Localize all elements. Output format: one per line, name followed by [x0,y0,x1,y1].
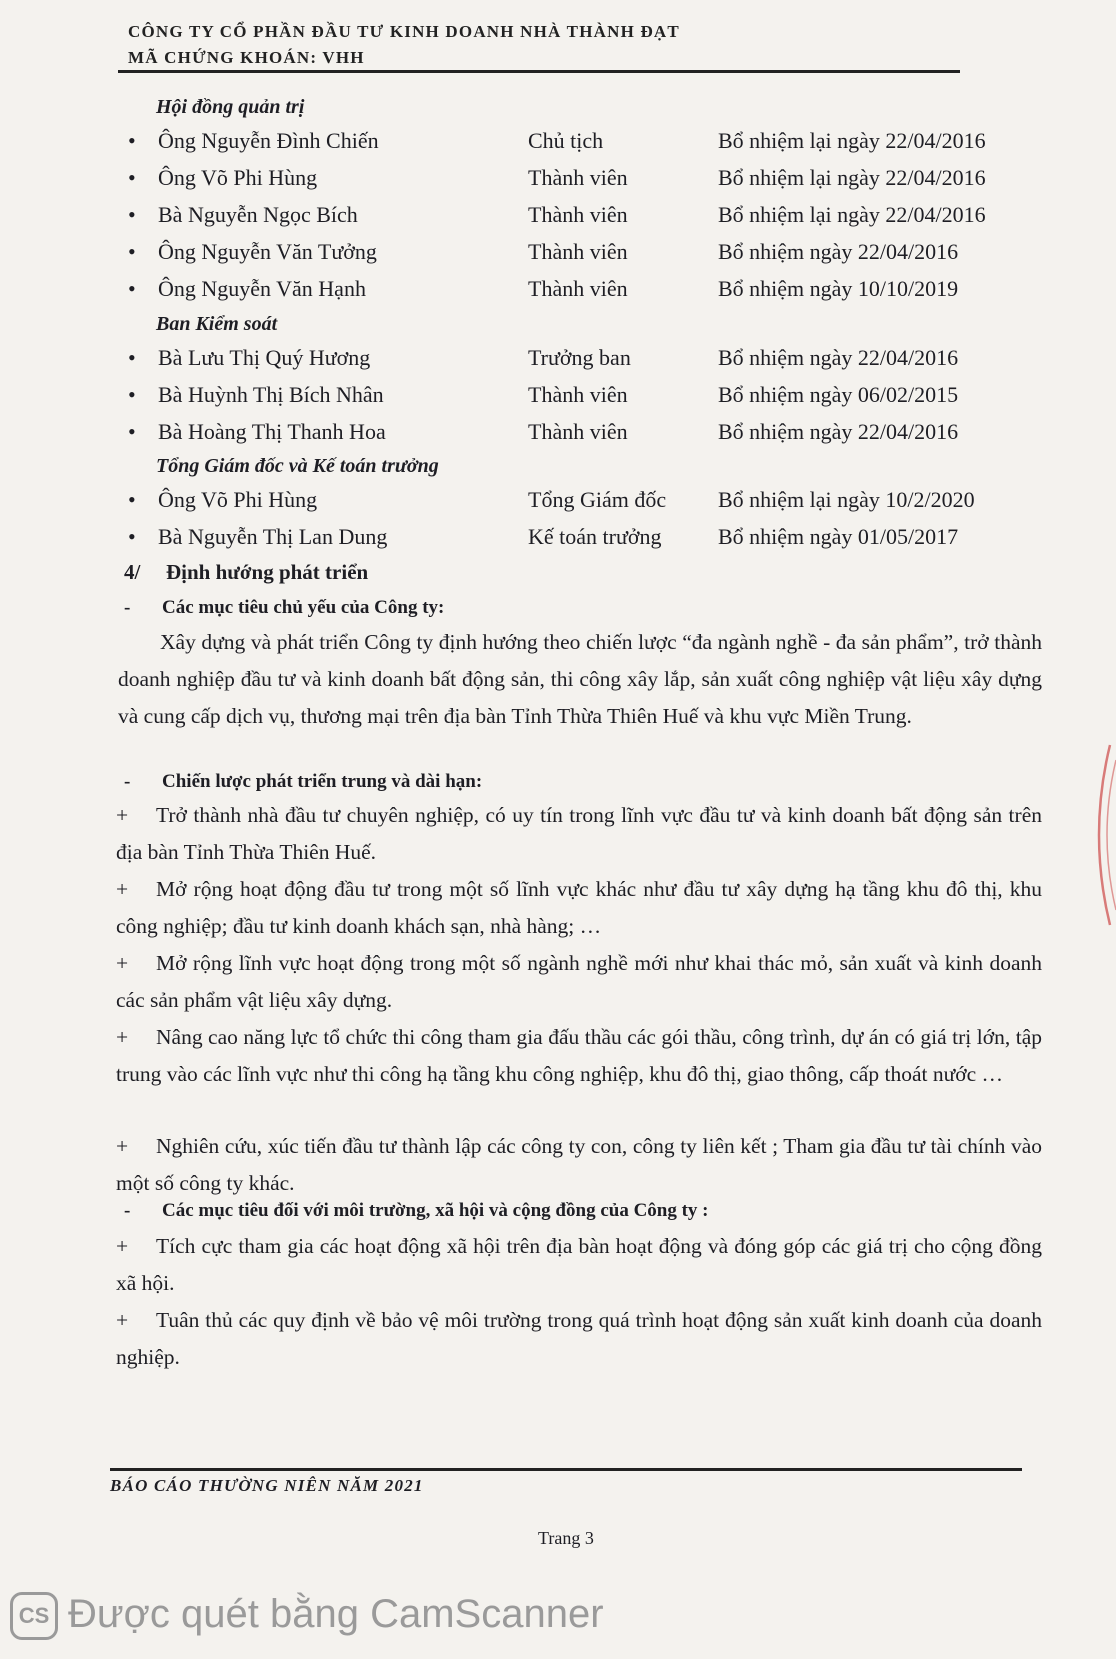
env-item-text: Tuân thủ các quy định về bảo vệ môi trường trong quá trình hoạt động sản xuất kinh doanh của doanh nghiệp. [116,1308,1042,1369]
bullet-mark: • [128,239,136,264]
env-item [116,1302,1042,1376]
strategy-item-text: Mở rộng hoạt động đầu tư trong một số lĩnh vực khác như đầu tư xây dựng hạ tầng khu đô thị, khu công nghiệp; đầu tư kinh doanh khách sạn, nhà hàng; … [116,877,1042,938]
board-member-row [118,165,1048,195]
bullet-mark: • [128,276,136,301]
goals-heading [124,597,444,619]
dash-mark: - [124,597,131,618]
member-name: Bà Nguyễn Ngọc Bích [158,202,358,227]
management-member-row [118,487,1048,517]
member-appointment: Bổ nhiệm lại ngày 22/04/2016 [718,165,986,190]
strategy-item [116,945,1042,1019]
management-member-row [118,524,1048,554]
section-title: Định hướng phát triển [166,560,369,584]
member-name: Ông Nguyễn Văn Hạnh [158,276,366,301]
strategy-item-text: Nâng cao năng lực tổ chức thi công tham gia đấu thầu các gói thầu, công trình, dự án có giá trị lớn, tập trung vào các lĩnh vực như thi công hạ tầng khu công nghiệp, khu đô thị, giao thông, cấp thoát nước … [116,1025,1042,1086]
strategy-item [116,797,1042,871]
header-rule [118,70,960,73]
control-member-row [118,382,1048,412]
stock-code: MÃ CHỨNG KHOÁN: VHH [128,48,365,67]
goals-paragraph: Xây dựng và phát triển Công ty định hướng theo chiến lược “đa ngành nghề - đa sản phẩm”, trở thành doanh nghiệp đầu tư và kinh doanh bất động sản, thi công xây lắp, sản xuất công nghiệp vật liệu xây dựng và cung cấp dịch vụ, thương mại trên địa bàn Tỉnh Thừa Thiên Huế và khu vực Miền Trung. [118,630,1042,728]
member-role: Thành viên [528,202,628,227]
board-heading: Hội đồng quản trị [156,96,305,118]
member-name: Bà Nguyễn Thị Lan Dung [158,524,388,549]
env-heading-text: Các mục tiêu đối với môi trường, xã hội và cộng đồng của Công ty : [162,1200,709,1221]
dash-mark: - [124,771,131,792]
board-member-row [118,128,1048,158]
env-item [116,1228,1042,1302]
member-name: Ông Nguyễn Đình Chiến [158,128,379,153]
camscanner-logo: CS [10,1592,58,1640]
bullet-mark: • [128,524,136,549]
member-appointment: Bổ nhiệm ngày 22/04/2016 [718,419,959,444]
bullet-mark: • [128,165,136,190]
member-role: Thành viên [528,382,628,407]
bullet-mark: • [128,419,136,444]
page-number: Trang 3 [538,1528,594,1548]
member-name: Ông Võ Phi Hùng [158,487,318,512]
bullet-mark: • [128,487,136,512]
board-member-row [118,276,1048,306]
member-role: Thành viên [528,419,628,444]
control-member-row [118,419,1048,449]
member-appointment: Bổ nhiệm lại ngày 22/04/2016 [718,202,986,227]
env-heading [124,1200,709,1222]
management-heading: Tổng Giám đốc và Kế toán trưởng [156,455,439,477]
strategy-item [116,871,1042,945]
member-name: Bà Hoàng Thị Thanh Hoa [158,419,386,444]
red-stamp-edge [1080,740,1116,930]
member-appointment: Bổ nhiệm ngày 22/04/2016 [718,239,959,264]
camscanner-watermark [0,1582,1116,1659]
member-appointment: Bổ nhiệm ngày 01/05/2017 [718,524,959,549]
camscanner-label: Được quét bằng CamScanner [68,1592,604,1636]
bullet-mark: • [128,345,136,370]
strategy-item-text: Mở rộng lĩnh vực hoạt động trong một số ngành nghề mới như khai thác mỏ, sản xuất và kinh doanh các sản phẩm vật liệu xây dựng. [116,951,1042,1012]
board-member-row [118,202,1048,232]
plus-mark: + [116,803,129,827]
strategy-item [116,1128,1042,1202]
member-role: Kế toán trưởng [528,524,662,549]
dash-mark: - [124,1200,131,1221]
section-number: 4/ [124,560,141,584]
bullet-mark: • [128,382,136,407]
bullet-mark: • [128,202,136,227]
plus-mark: + [116,1134,129,1158]
control-heading: Ban Kiểm soát [156,313,278,335]
board-member-row [118,239,1048,269]
member-appointment: Bổ nhiệm ngày 22/04/2016 [718,345,959,370]
section-heading [124,560,368,585]
member-role: Trưởng ban [528,345,631,370]
member-appointment: Bổ nhiệm lại ngày 10/2/2020 [718,487,975,512]
member-name: Ông Võ Phi Hùng [158,165,318,190]
member-role: Thành viên [528,165,628,190]
bullet-mark: • [128,128,136,153]
report-title: BÁO CÁO THƯỜNG NIÊN NĂM 2021 [110,1476,424,1495]
footer-rule [110,1468,1022,1471]
member-name: Bà Lưu Thị Quý Hương [158,345,371,370]
member-role: Tổng Giám đốc [528,487,667,512]
member-appointment: Bổ nhiệm ngày 10/10/2019 [718,276,959,301]
strategy-heading [124,771,482,793]
strategy-item [116,1019,1042,1093]
plus-mark: + [116,1234,129,1258]
member-name: Bà Huỳnh Thị Bích Nhân [158,382,384,407]
plus-mark: + [116,877,129,901]
strategy-item-text: Nghiên cứu, xúc tiến đầu tư thành lập các công ty con, công ty liên kết ; Tham gia đầu tư tài chính vào một số công ty khác. [116,1134,1042,1195]
member-appointment: Bổ nhiệm ngày 06/02/2015 [718,382,959,407]
strategy-heading-text: Chiến lược phát triển trung và dài hạn: [162,771,483,792]
env-item-text: Tích cực tham gia các hoạt động xã hội trên địa bàn hoạt động và đóng góp các giá trị cho cộng đồng xã hội. [116,1234,1042,1295]
member-role: Thành viên [528,239,628,264]
plus-mark: + [116,1308,129,1332]
goals-heading-text: Các mục tiêu chủ yếu của Công ty: [162,597,445,618]
control-member-row [118,345,1048,375]
company-name: CÔNG TY CỔ PHẦN ĐẦU TƯ KINH DOANH NHÀ THÀNH ĐẠT [128,22,680,41]
plus-mark: + [116,1025,129,1049]
plus-mark: + [116,951,129,975]
member-role: Thành viên [528,276,628,301]
member-role: Chủ tịch [528,128,604,153]
member-name: Ông Nguyễn Văn Tưởng [158,239,377,264]
member-appointment: Bổ nhiệm lại ngày 22/04/2016 [718,128,986,153]
strategy-item-text: Trở thành nhà đầu tư chuyên nghiệp, có uy tín trong lĩnh vực đầu tư và kinh doanh bất động sản trên địa bàn Tỉnh Thừa Thiên Huế. [116,803,1042,864]
